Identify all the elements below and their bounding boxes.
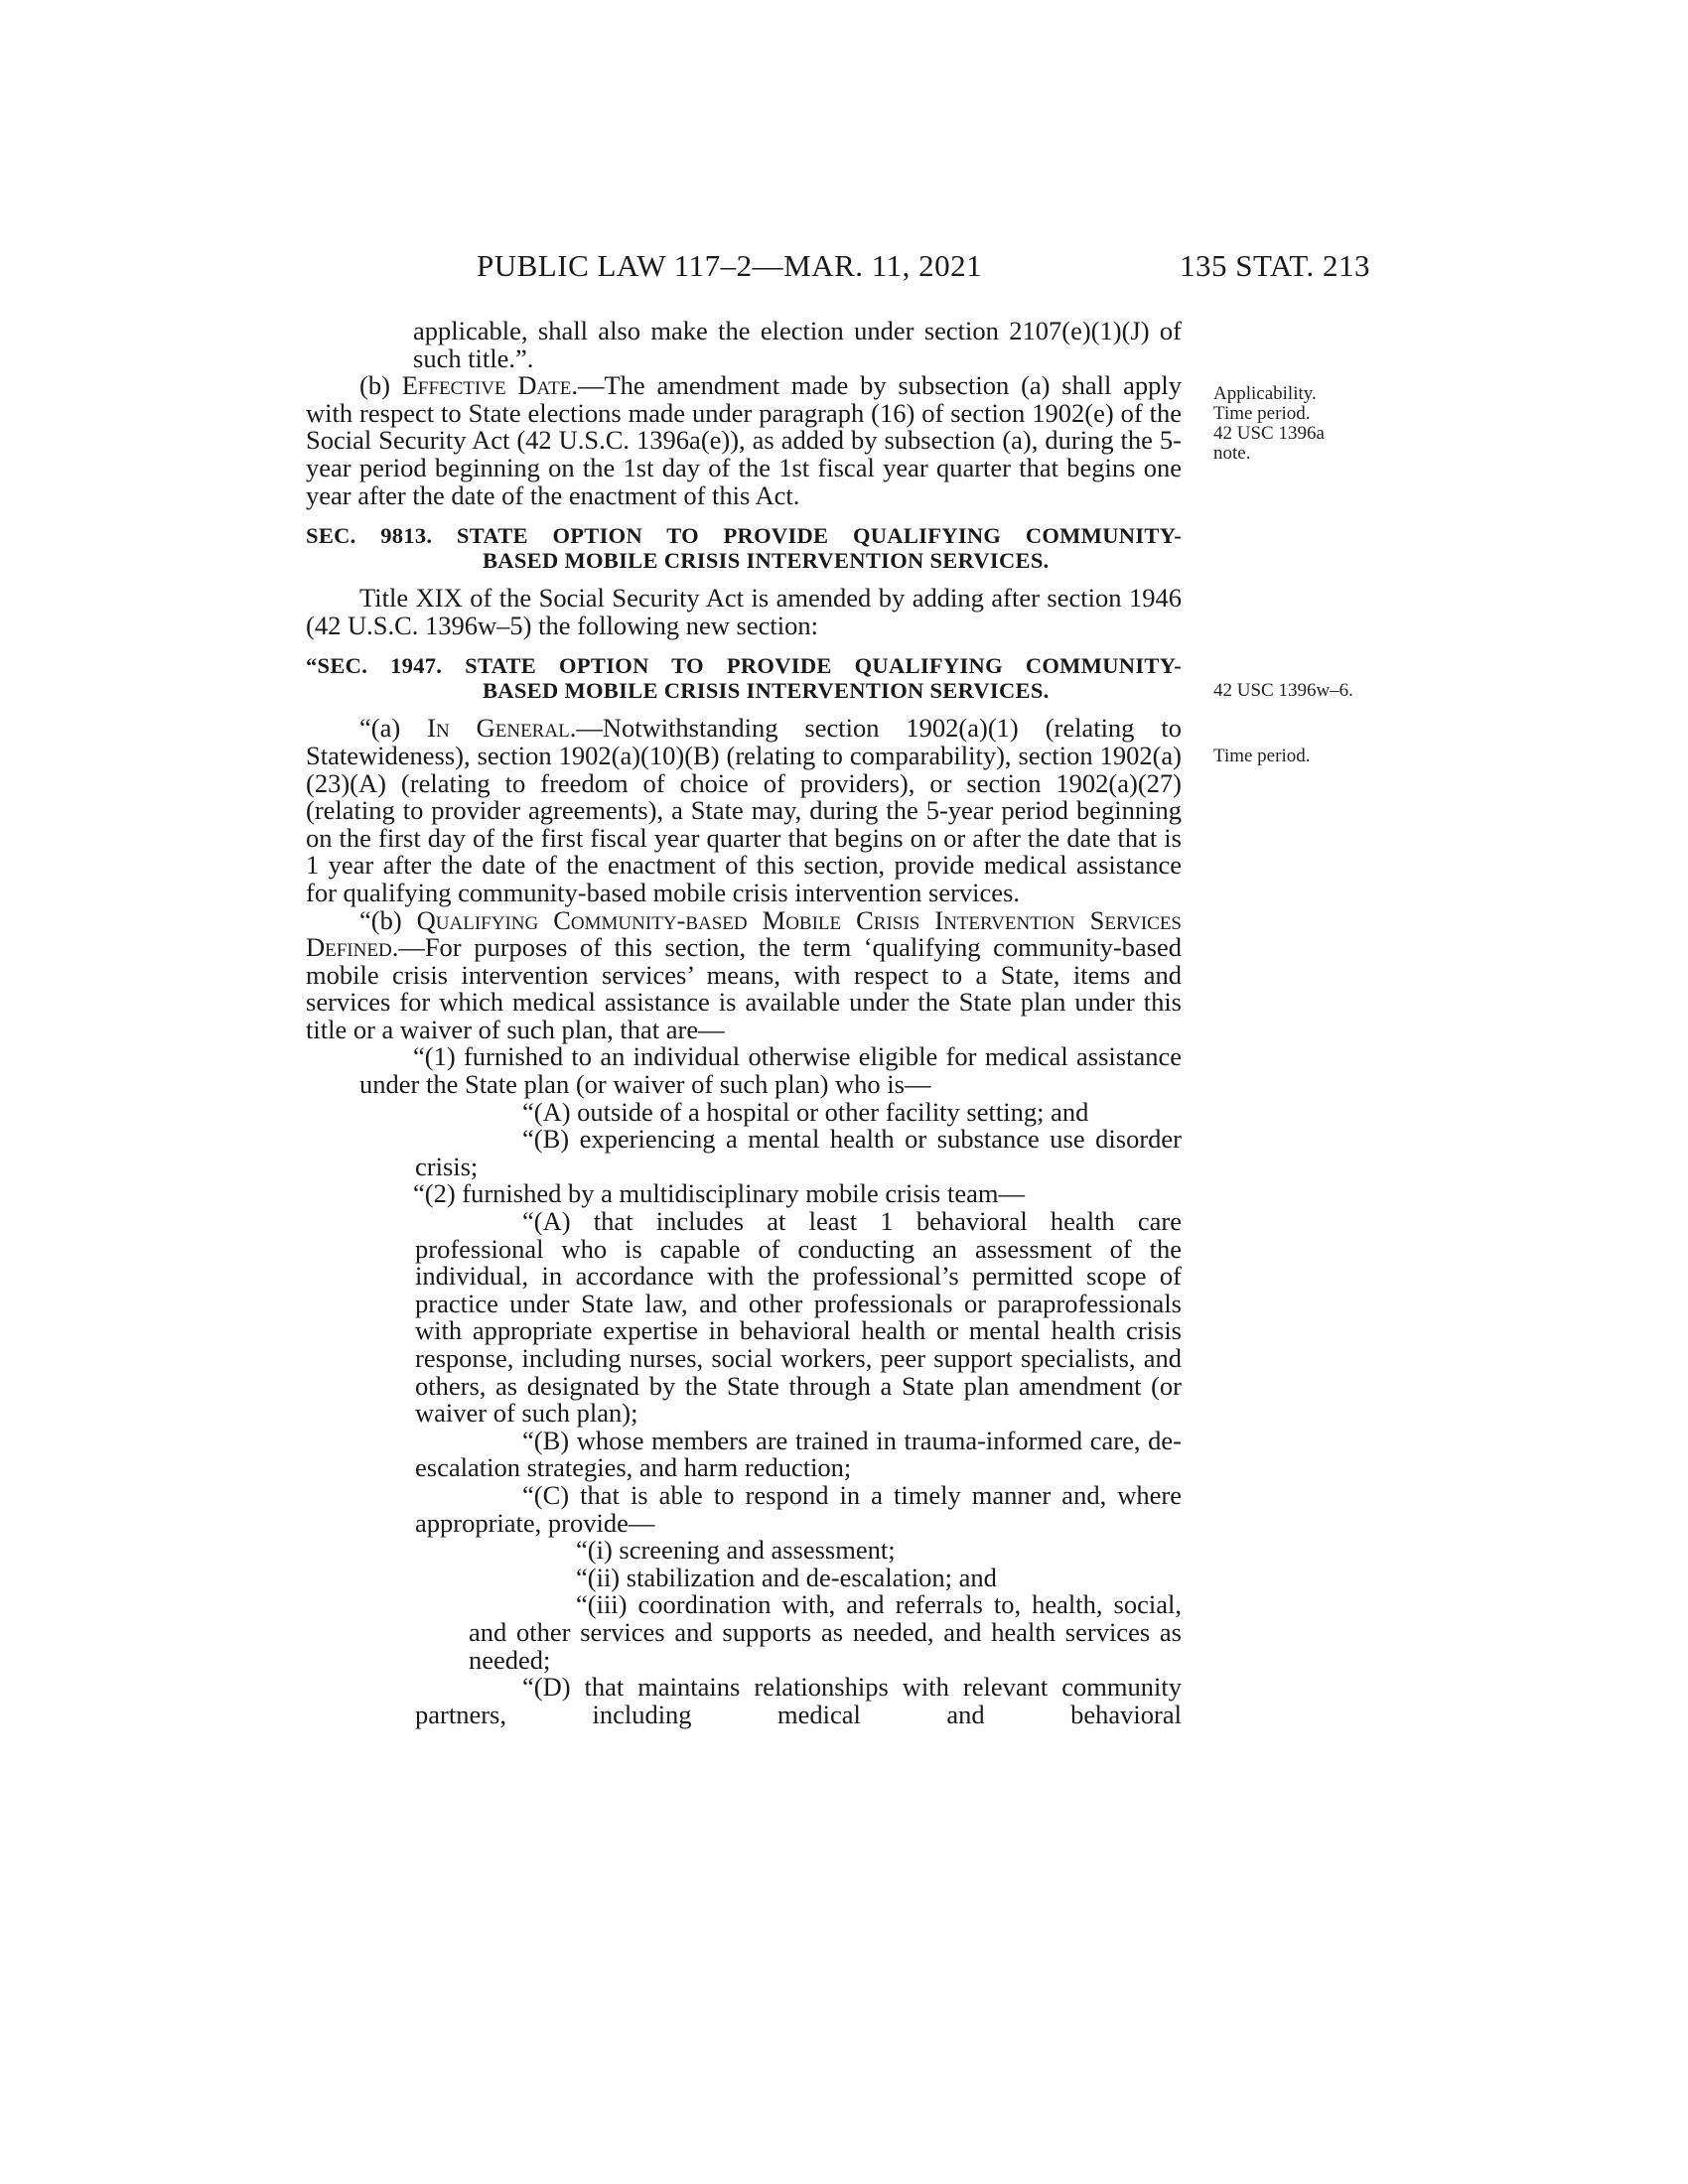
subparagraph-2d: “(D) that maintains relationships with relevant community partners, including medical and behavioral <box>415 1672 1182 1729</box>
clause-2c-ii: “(ii) stabilization and de-escalation; and <box>576 1562 997 1592</box>
paragraph-text: .—Notwithstanding section 1902(a)(1) (relating to Statewideness), section 1902(a)(10)(B) (relating to comparability), section 1902(a)(23)(A) (relating to freedom of choice of providers), or section 1902(a)(27) (relating to provider agreements), a State may, during the 5-year period beginning on the first day of the first fiscal year quarter that begins on or after the date that is 1 year after the date of the enactment of this section, provide medical assistance for qualifying community-based mobile crisis intervention services. <box>306 713 1182 907</box>
subparagraph-1b: “(B) experiencing a mental health or substance use disorder crisis; <box>415 1124 1182 1181</box>
section-heading-line: “SEC. 1947. STATE OPTION TO PROVIDE QUALIFYING COMMUNITY- <box>306 653 1182 679</box>
paragraph-1: “(1) furnished to an individual otherwise eligible for medical assistance under the State plan (or waiver of such plan) who is— <box>359 1041 1182 1100</box>
paragraph-lead: “(a) <box>359 713 428 744</box>
subparagraph-2b: “(B) whose members are trained in trauma-informed care, de-escalation strategies, and harm reduction; <box>415 1425 1182 1483</box>
paragraph-heading: Qualifying Community-based Mobile Crisis Intervention Services Defined <box>306 904 1182 963</box>
margin-note-line: 42 USC 1396a <box>1213 423 1325 444</box>
paragraph-continuation: applicable, shall also make the election under section 2107(e)(1)(J) of such title.”. <box>413 316 1182 373</box>
section-heading-9813 <box>306 523 1182 573</box>
paragraph-title-xix: Title XIX of the Social Security Act is amended by adding after section 1946 (42 U.S.C. 1396w–5) the following new section: <box>306 583 1182 640</box>
section-heading-1947 <box>306 653 1182 703</box>
paragraph-text: .—For purposes of this section, the term ‘qualifying community-based mobile crisis intervention services’ means, with respect to a State, items and services for which medical assistance is available under the State plan under this title or a waiver of such plan, that are— <box>306 932 1182 1044</box>
subsection-b <box>306 904 1182 1044</box>
subsection-a <box>306 715 1182 906</box>
paragraph-lead: “(b) <box>359 904 417 935</box>
section-heading-line: BASED MOBILE CRISIS INTERVENTION SERVICES. <box>483 678 1050 704</box>
running-header <box>477 248 1370 288</box>
document-body <box>306 318 1182 1728</box>
paragraph-lead: (b) <box>359 370 402 401</box>
section-heading-line: BASED MOBILE CRISIS INTERVENTION SERVICES. <box>483 548 1050 574</box>
margin-note-time-period <box>1213 747 1310 766</box>
margin-note-line: Applicability. <box>1213 383 1317 404</box>
statute-page-number: 135 STAT. 213 <box>1179 248 1370 283</box>
margin-note-line: Time period. <box>1213 746 1311 766</box>
subparagraph-2c: “(C) that is able to respond in a timely manner and, where appropriate, provide— <box>415 1479 1182 1538</box>
clause-2c-iii: “(iii) coordination with, and referrals to, health, social, and other services and supports as needed, and health services as needed; <box>469 1589 1182 1675</box>
paragraph-text: .—The amendment made by subsection (a) shall apply with respect to State elections made under paragraph (16) of section 1902(e) of the Social Security Act (42 U.S.C. 1396a(e)), as added by subsection (a), during the 5-year period beginning on the 1st day of the 1st fiscal year quarter that begins one year after the date of the enactment of this Act. <box>306 370 1183 510</box>
margin-note-usc <box>1213 681 1353 701</box>
paragraph-heading: Effective Date <box>401 370 572 401</box>
margin-note-line: note. <box>1213 443 1251 464</box>
subparagraph-1a: “(A) outside of a hospital or other facility setting; and <box>522 1096 1089 1127</box>
clause-2c-i: “(i) screening and assessment; <box>576 1535 896 1566</box>
public-law-title: PUBLIC LAW 117–2—MAR. 11, 2021 <box>477 248 983 283</box>
section-heading-line: SEC. 9813. STATE OPTION TO PROVIDE QUALIFYING COMMUNITY- <box>306 523 1182 549</box>
paragraph-effective-date <box>306 372 1182 509</box>
margin-note-line: Time period. <box>1213 403 1311 424</box>
margin-note-applicability <box>1213 384 1325 464</box>
paragraph-heading: In General <box>427 713 570 744</box>
paragraph-2: “(2) furnished by a multidisciplinary mobile crisis team— <box>413 1178 1025 1209</box>
margin-note-line: 42 USC 1396w–6. <box>1213 680 1353 701</box>
subparagraph-2a: “(A) that includes at least 1 behavioral health care professional who is capable of conducting an assessment of the individual, in accordance with the professional’s permitted scope of practice under State law, and other professionals or paraprofessionals with appropriate expertise in behavioral health or mental health crisis response, including nurses, social workers, peer support specialists, and others, as designated by the State through a State plan amendment (or waiver of such plan); <box>415 1206 1182 1429</box>
